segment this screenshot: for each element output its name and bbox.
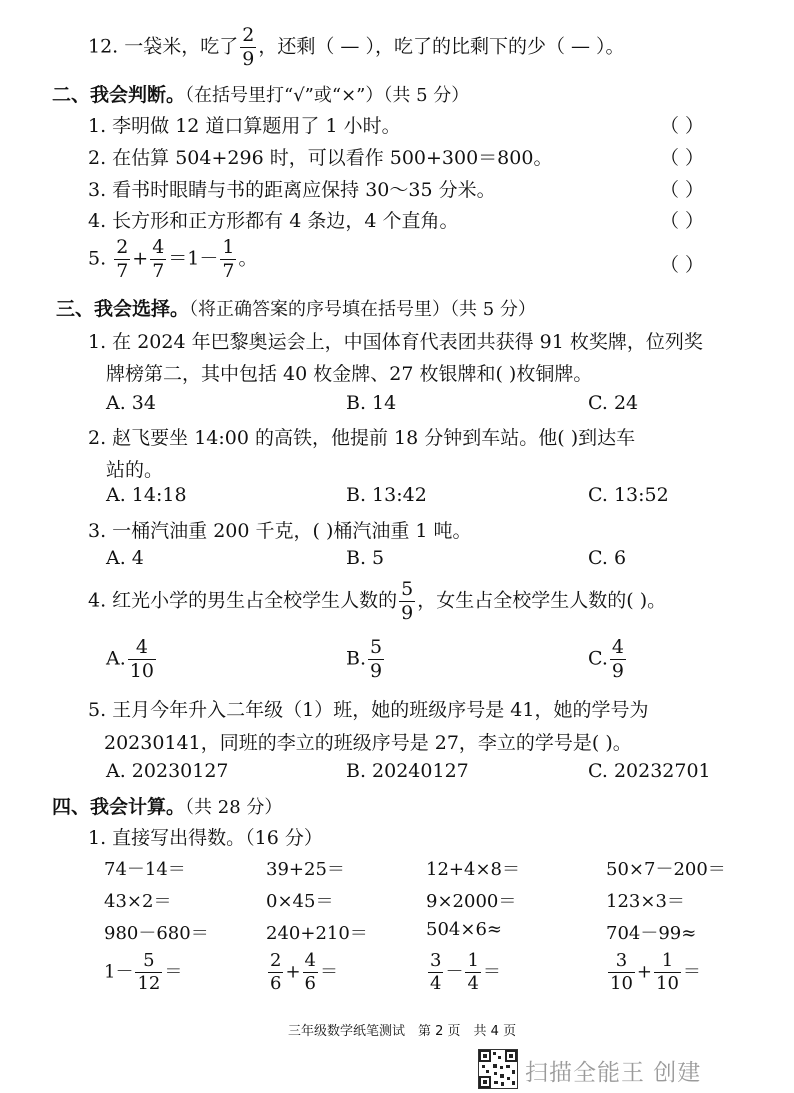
option-a[interactable]: A. 20230127 [106,760,229,782]
choice-q2-line1: 2. 赵飞要坐 14:00 的高铁，他提前 18 分钟到车站。他( )到达车 [88,427,636,449]
judge-item-4: 4. 长方形和正方形都有 4 条边，4 个直角。 [88,210,459,232]
choice-q5-line1: 5. 王月今年升入二年级（1）班，她的班级序号是 41，她的学号为 [88,699,649,721]
answer-paren[interactable]: （ ） [660,254,705,276]
section-4-title: 四、我会计算。（共 28 分） [52,796,283,818]
option-b[interactable]: B. 13:42 [346,484,427,506]
calc-cell: 980－680＝ [104,923,209,944]
calc-frac-cell: 1－ $\frac{5}{12}$ ＝ [104,950,183,994]
option-b[interactable]: B. $\frac{5}{9}$ [346,636,383,682]
calc-cell: 43×2＝ [104,891,172,912]
fraction: $\frac{2}{9}$ [242,24,255,70]
calc-cell: 0×45＝ [266,891,334,912]
judge-item-5: 5. $\frac{2}{7}$ + $\frac{4}{7}$ ＝1－ $\frac{1}{7}$ 。 [88,236,258,282]
answer-paren[interactable]: （ ） [660,115,705,137]
watermark-text: 扫描全能王 创建 [525,1060,702,1086]
choice-q2-line2: 站的。 [106,459,164,481]
answer-paren[interactable]: （ ） [660,147,705,169]
choice-q1-line1: 1. 在 2024 年巴黎奥运会上，中国体育代表团共获得 91 枚奖牌，位列奖 [88,331,703,353]
calc-frac-cell: $\frac{3}{4}$ － $\frac{1}{4}$ ＝ [430,950,501,994]
judge-item-1: 1. 李明做 12 道口算题用了 1 小时。 [88,115,401,137]
choice-q3: 3. 一桶汽油重 200 千克，( )桶汽油重 1 吨。 [88,520,472,542]
option-c[interactable]: C. 13:52 [588,484,669,506]
calc-frac-cell: $\frac{3}{10}$ + $\frac{1}{10}$ ＝ [610,950,701,994]
option-c[interactable]: C. 24 [588,392,639,414]
calc-cell: 240+210＝ [266,923,368,944]
option-b[interactable]: B. 20240127 [346,760,469,782]
choice-q1-line2: 牌榜第二，其中包括 40 枚金牌、27 枚银牌和( )枚铜牌。 [106,363,593,385]
option-b[interactable]: B. 5 [346,547,385,569]
qr-code-graphic [479,1050,517,1088]
calc-cell: 39+25＝ [266,859,345,880]
calc-cell: 74－14＝ [104,859,186,880]
choice-q5-line2: 20230141，同班的李立的班级序号是 27，李立的学号是( )。 [104,732,632,754]
option-b[interactable]: B. 14 [346,392,397,414]
option-a[interactable]: A. 34 [106,392,156,414]
option-a[interactable]: A. $\frac{4}{10}$ [106,636,154,682]
choice-q4: 4. 红光小学的男生占全校学生人数的 $\frac{5}{9}$ ，女生占全校学生人数的( )。 [88,578,667,624]
page-footer: 三年级数学纸笔测试 第 2 页 共 4 页 [288,1024,517,1039]
option-a[interactable]: A. 14:18 [106,484,187,506]
calc-cell: 704－99≈ [606,923,697,944]
answer-paren[interactable]: （ ） [660,210,705,232]
section-2-title: 二、我会判断。（在括号里打“√”或“×”）（共 5 分） [52,84,470,106]
option-a[interactable]: A. 4 [106,547,144,569]
calc-cell: 50×7－200＝ [606,859,726,880]
calc-cell: 123×3＝ [606,891,685,912]
answer-paren[interactable]: （ ） [660,179,705,201]
calc-cell: 9×2000＝ [426,891,517,912]
option-c[interactable]: C. 20232701 [588,760,711,782]
qr-code-icon [478,1049,518,1089]
option-c[interactable]: C. 6 [588,547,627,569]
calc-sub-1: 1. 直接写出得数。（16 分） [88,827,323,849]
section-3-title: 三、我会选择。（将正确答案的序号填在括号里）（共 5 分） [56,298,536,320]
calc-frac-cell: $\frac{2}{6}$ + $\frac{4}{6}$ ＝ [270,950,338,994]
option-c[interactable]: C. $\frac{4}{9}$ [588,636,624,682]
judge-item-3: 3. 看书时眼睛与书的距离应保持 30～35 分米。 [88,179,496,201]
calc-cell: 12+4×8＝ [426,859,520,880]
question-12: 12. 一袋米，吃了 $\frac{2}{9}$ ，还剩（ — ），吃了的比剩下的少（ — ）。 [88,24,625,70]
judge-item-2: 2. 在估算 504+296 时，可以看作 500+300＝800。 [88,147,553,169]
calc-cell: 504×6≈ [426,919,502,940]
